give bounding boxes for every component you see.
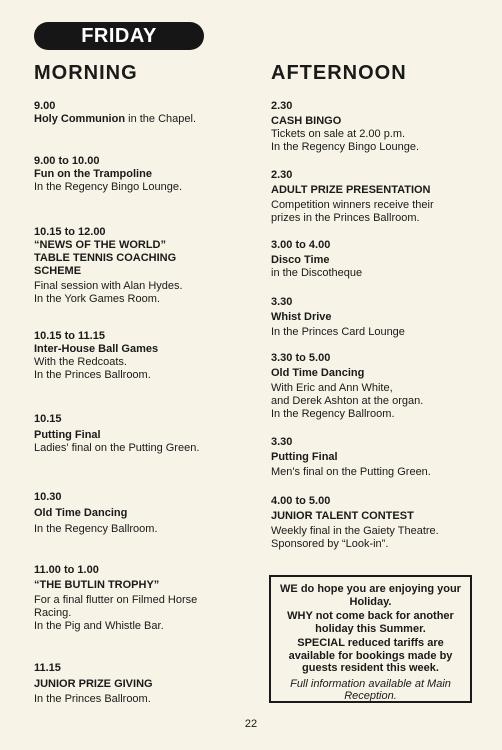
morning-event [34,226,254,306]
event-time: 4.00 to 5.00 [271,495,331,507]
event-desc: In the Regency Bingo Lounge. [34,181,183,193]
event-title: Putting Final [34,429,101,441]
event-time: 10.15 to 12.00 [34,226,106,238]
event-desc: In the Princes Ballroom. [34,693,151,705]
afternoon-event [271,436,491,479]
event-desc: In the Regency Ballroom. [34,523,158,535]
afternoon-event [271,239,491,280]
event-title: Fun on the Trampoline [34,168,152,180]
afternoon-event [271,169,491,225]
event-desc: Weekly final in the Gaiety Theatre. Sponsored by “Look-in”. [271,525,439,550]
event-desc: In the Princes Card Lounge [271,326,405,338]
event-desc: Men's final on the Putting Green. [271,466,431,478]
event-time: 2.30 [271,169,293,181]
event-title: Holy Communion [34,113,126,125]
morning-heading: MORNING [34,62,138,84]
event-desc: in the Discotheque [271,267,363,279]
event-time: 3.30 to 5.00 [271,352,331,364]
event-time: 9.00 [34,100,56,112]
event-desc: With Eric and Ann White, and Derek Ashton at the organ. In the Regency Ballroom. [271,382,424,420]
event-time: 10.15 to 11.15 [34,330,105,342]
day-heading: FRIDAY [34,22,204,50]
event-inline-desc: in the Chapel. [125,113,196,125]
morning-event [34,330,254,382]
event-time: 3.30 [271,296,293,308]
event-title: JUNIOR PRIZE GIVING [34,678,153,690]
event-time: 11.15 [34,662,61,674]
afternoon-event [271,100,491,154]
afternoon-event [271,352,491,421]
event-title: CASH BINGO [271,115,342,127]
event-time: 3.00 to 4.00 [271,239,331,251]
notice-line-come-back: WHY not come back for another holiday this Summer. [287,610,454,635]
holiday-notice-box [269,575,472,703]
event-desc: With the Redcoats. In the Princes Ballroom. [34,356,151,381]
event-time: 3.30 [271,436,293,448]
event-desc: Final session with Alan Hydes. In the York Games Room. [34,280,183,305]
event-desc: For a final flutter on Filmed Horse Racing. In the Pig and Whistle Bar. [34,594,198,632]
event-time: 10.30 [34,491,62,503]
event-title: Disco Time [271,254,330,266]
event-title: Whist Drive [271,311,332,323]
notice-line-enjoying: WE do hope you are enjoying your Holiday. [280,583,461,608]
event-time: 2.30 [271,100,293,112]
event-title: JUNIOR TALENT CONTEST [271,510,414,522]
event-title: Old Time Dancing [34,507,128,519]
afternoon-event [271,296,491,339]
notice-line-tariffs: SPECIAL reduced tariffs are available for bookings made by guests resident this week. [288,637,453,674]
event-title: “NEWS OF THE WORLD” TABLE TENNIS COACHING SCHEME [34,239,177,277]
event-title: Putting Final [271,451,338,463]
event-title: ADULT PRIZE PRESENTATION [271,184,431,196]
notice-line-reception: Full information available at Main Reception. [290,677,451,702]
event-desc: Competition winners receive their prizes in the Princes Ballroom. [271,199,434,224]
event-desc: Tickets on sale at 2.00 p.m. In the Regency Bingo Lounge. [271,128,420,153]
afternoon-event [271,495,491,551]
page-number: 22 [244,718,258,730]
morning-event [34,413,254,455]
morning-event [34,491,254,536]
afternoon-heading: AFTERNOON [271,62,407,84]
event-title: “THE BUTLIN TROPHY” [34,579,160,591]
morning-event [34,662,254,706]
event-time: 10.15 [34,413,62,425]
event-time: 9.00 to 10.00 [34,155,100,167]
event-title: Old Time Dancing [271,367,365,379]
morning-event [34,155,254,194]
event-desc: Ladies' final on the Putting Green. [34,442,200,454]
morning-event [34,100,254,126]
morning-event [34,564,254,633]
event-time: 11.00 to 1.00 [34,564,99,576]
event-title: Inter-House Ball Games [34,343,159,355]
